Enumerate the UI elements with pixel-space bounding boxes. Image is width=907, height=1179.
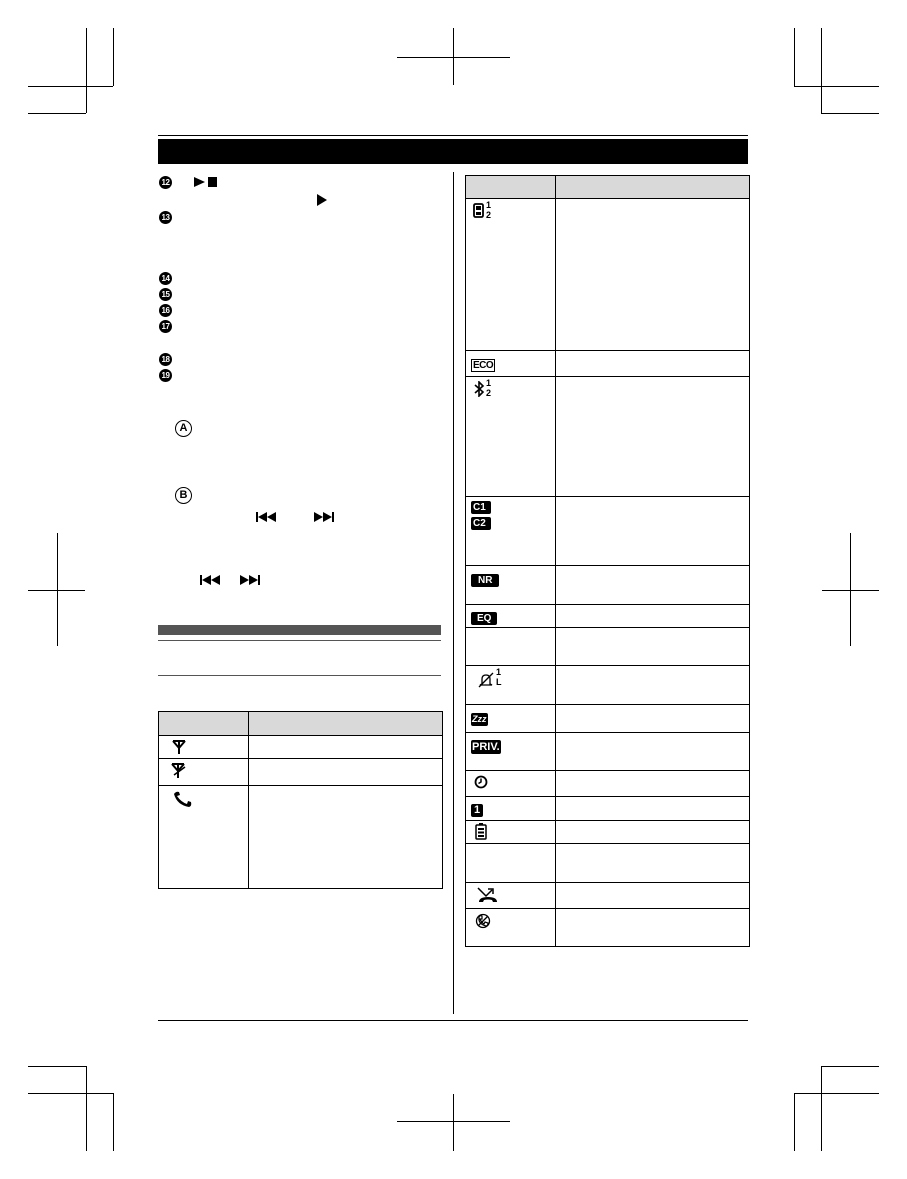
footer-rule (158, 1020, 748, 1021)
cell-sup: 1 (486, 200, 492, 210)
table-row (466, 497, 750, 566)
cell-line-badge-icon: C1 C2 (471, 501, 503, 537)
row-text (556, 705, 750, 733)
blank-icon (466, 628, 556, 666)
equalizer-icon: EQ (471, 608, 503, 626)
section-header-bar (158, 139, 748, 164)
table-row (466, 628, 750, 666)
row-text (556, 909, 750, 947)
item-marker-17: 17 (159, 320, 172, 333)
right-icon-table (465, 175, 750, 947)
header-icon-col (159, 712, 249, 736)
row-text (556, 351, 750, 377)
row-text (556, 771, 750, 797)
header-icon-col (466, 176, 556, 199)
header-meaning-col (249, 712, 443, 736)
table-row (466, 605, 750, 628)
handset-talk-icon (164, 790, 196, 808)
antenna-icon (164, 740, 196, 758)
cell-sub: 2 (486, 210, 492, 220)
missed-call-icon (471, 887, 503, 905)
table-row (466, 377, 750, 497)
antenna-flashing-icon (164, 763, 196, 781)
row-text (249, 736, 443, 759)
row-text (556, 883, 750, 909)
blank-icon (466, 844, 556, 883)
table-row (159, 759, 443, 786)
play-icon (316, 193, 328, 212)
row-text (556, 497, 750, 566)
row-text (556, 199, 750, 351)
subheading-rule-top (158, 640, 441, 641)
table-header-row (159, 712, 443, 736)
table-row (466, 821, 750, 844)
skip-back-icon (256, 509, 276, 527)
table-row (466, 666, 750, 705)
row-text (556, 733, 750, 771)
table-row (466, 797, 750, 821)
left-icon-table (158, 711, 443, 889)
item-marker-19: 19 (159, 369, 172, 382)
marker-a: A (175, 420, 192, 437)
table-row (466, 566, 750, 605)
ringer-off-icon: 1 L (471, 670, 503, 688)
eco-icon: ECO (473, 360, 494, 371)
row-text (249, 786, 443, 889)
silent-mode-icon: Zzz (472, 714, 487, 724)
skip-forward-icon (314, 509, 334, 527)
header-meaning-col (556, 176, 750, 199)
item-marker-13: 13 (159, 211, 172, 224)
table-row (466, 351, 750, 377)
table-row (466, 771, 750, 797)
table-row (466, 199, 750, 351)
item-marker-12: 12 (159, 176, 172, 189)
row-text (556, 797, 750, 821)
table-row (159, 736, 443, 759)
row-text (556, 605, 750, 628)
header-rule (158, 135, 748, 136)
row-text (556, 821, 750, 844)
item-marker-18: 18 (159, 353, 172, 366)
cellular-line-icon (471, 200, 503, 221)
item-marker-16: 16 (159, 304, 172, 317)
table-header-row (466, 176, 750, 199)
column-divider (453, 172, 454, 1014)
noise-reduction-icon: NR (471, 570, 503, 588)
row-text (556, 844, 750, 883)
section-bar (158, 625, 441, 635)
table-row (159, 786, 443, 889)
row-text (556, 566, 750, 605)
row-text (556, 666, 750, 705)
table-row (466, 705, 750, 733)
item-marker-15: 15 (159, 288, 172, 301)
call-block-icon (471, 913, 503, 931)
marker-b: B (175, 487, 192, 504)
play-stop-icon (193, 175, 223, 193)
item-marker-14: 14 (159, 272, 172, 285)
table-row (466, 733, 750, 771)
line-number-icon: 1 (471, 800, 503, 818)
header-title (158, 143, 166, 159)
skip-forward-icon-2 (240, 572, 260, 590)
row-text (249, 759, 443, 786)
battery-icon (471, 823, 503, 841)
privacy-icon: PRIV. (472, 741, 500, 753)
table-row (466, 883, 750, 909)
skip-back-icon-2 (200, 572, 220, 590)
alarm-clock-icon (471, 775, 503, 793)
table-row (466, 844, 750, 883)
row-text (556, 377, 750, 497)
row-text (556, 628, 750, 666)
subheading-rule-bottom (158, 675, 441, 676)
table-row (466, 909, 750, 947)
bluetooth-icon: 1 2 (471, 381, 503, 399)
